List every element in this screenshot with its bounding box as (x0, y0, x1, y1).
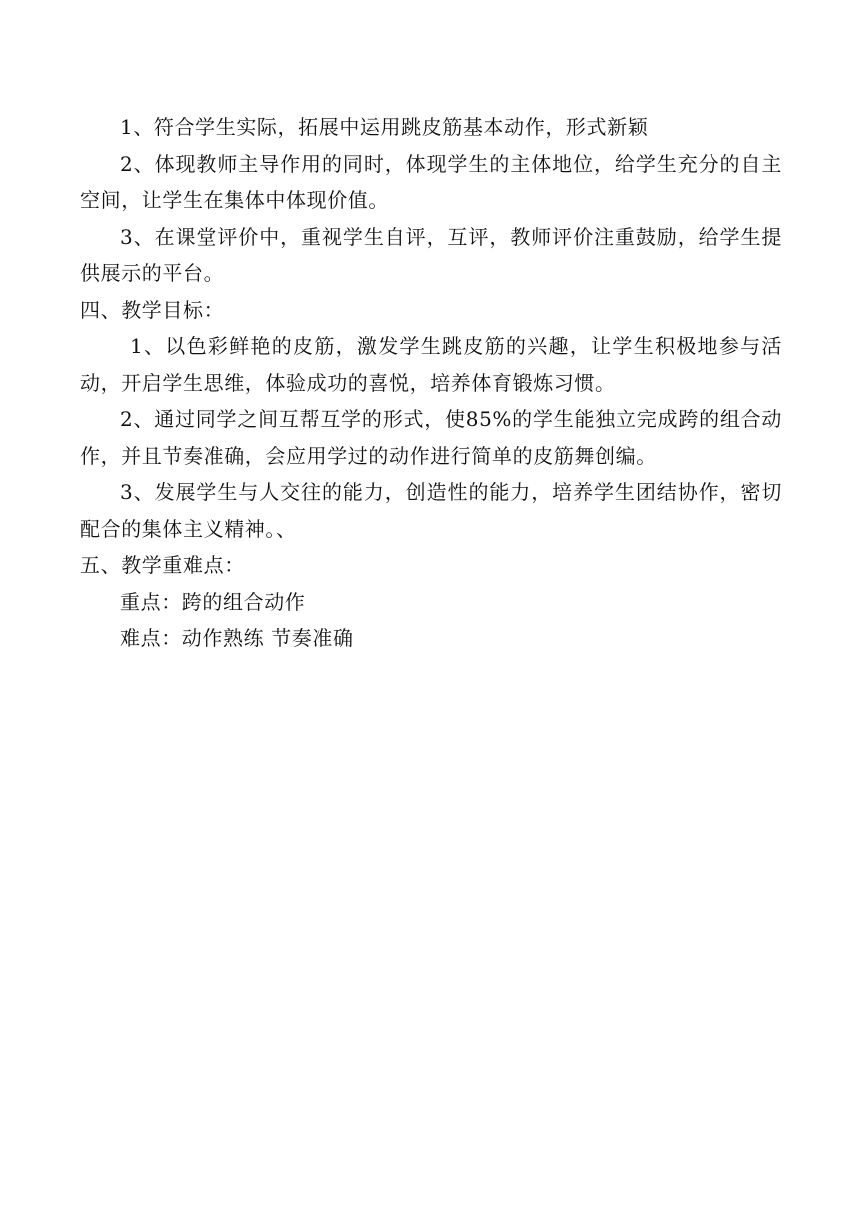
section-5-heading: 五、教学重难点： (80, 553, 245, 577)
feature-paragraph-1: 1、符合学生实际，拓展中运用跳皮筋基本动作，形式新颖 (120, 115, 649, 139)
objective-item-2: 2、通过同学之间互帮互学的形式，使85%的学生能独立完成跨的组合动作，并且节奏准确，会应用学过的动作进行简单的皮筋舞创编。 (80, 407, 782, 468)
key-point-line: 重点：跨的组合动作 (120, 589, 306, 614)
feature-paragraph-2: 2、体现教师主导作用的同时，体现学生的主体地位，给学生充分的自主空间，让学生在集体中体现价值。 (80, 151, 782, 212)
section-4-heading: 四、教学目标： (80, 297, 225, 322)
difficulty-line: 难点：动作熟练 节奏准确 (120, 626, 354, 650)
document-body (80, 109, 782, 657)
objective-item-1: 1、以色彩鲜艳的皮筋，激发学生跳皮筋的兴趣，让学生积极地参与活动，开启学生思维，体验成功的喜悦，培养体育锻炼习惯。 (80, 334, 782, 395)
feature-paragraph-3: 3、在课堂评价中，重视学生自评，互评，教师评价注重鼓励，给学生提供展示的平台。 (80, 224, 782, 285)
objective-item-3: 3、发展学生与人交往的能力，创造性的能力，培养学生团结协作，密切配合的集体主义精神。、 (80, 480, 782, 541)
